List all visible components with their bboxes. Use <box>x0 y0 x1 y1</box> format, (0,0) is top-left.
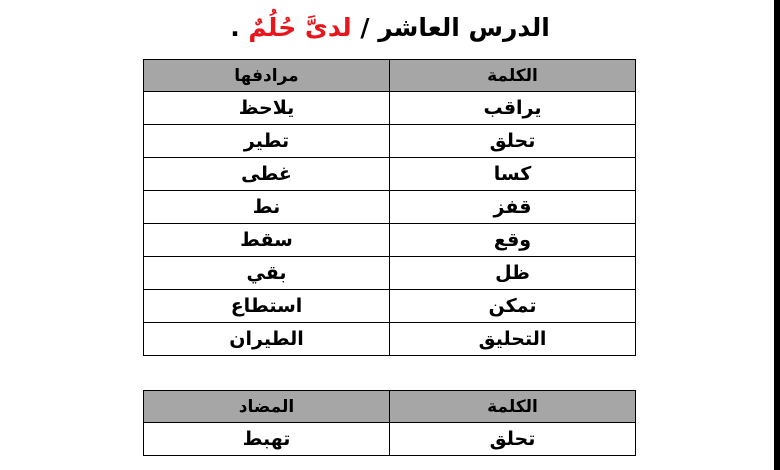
table-row <box>144 92 636 125</box>
table-header-row <box>144 60 636 92</box>
word-cell: تحلق <box>390 125 636 158</box>
antonym-cell: تهبط <box>144 423 390 456</box>
header-synonym: مرادفها <box>144 60 390 92</box>
word-cell: تحلق <box>390 423 636 456</box>
header-word: الكلمة <box>390 60 636 92</box>
synonym-cell: الطيران <box>144 323 390 356</box>
synonym-cell: استطاع <box>144 290 390 323</box>
synonym-cell: غطى <box>144 158 390 191</box>
word-cell: تمكن <box>390 290 636 323</box>
page-title <box>0 8 780 48</box>
word-cell: وقع <box>390 224 636 257</box>
synonym-cell: تطير <box>144 125 390 158</box>
header-antonym: المضاد <box>144 391 390 423</box>
synonym-cell: يلاحظ <box>144 92 390 125</box>
table-row <box>144 158 636 191</box>
header-word: الكلمة <box>390 391 636 423</box>
word-cell: يراقب <box>390 92 636 125</box>
synonyms-table <box>143 59 636 356</box>
page-edge-bar <box>774 0 780 470</box>
title-suffix: . <box>230 13 249 42</box>
table-row <box>144 257 636 290</box>
word-cell: ظل <box>390 257 636 290</box>
table-row <box>144 323 636 356</box>
word-cell: التحليق <box>390 323 636 356</box>
table-row <box>144 224 636 257</box>
table-row <box>144 423 636 456</box>
title-highlight: لدىَّ حُلُمٌ <box>248 13 352 42</box>
synonym-cell: نط <box>144 191 390 224</box>
word-cell: قفز <box>390 191 636 224</box>
antonyms-table <box>143 390 636 456</box>
table-row <box>144 290 636 323</box>
table-row <box>144 191 636 224</box>
table-header-row <box>144 391 636 423</box>
word-cell: كسا <box>390 158 636 191</box>
synonym-cell: بقي <box>144 257 390 290</box>
title-prefix: الدرس العاشر / <box>351 13 550 42</box>
table-row <box>144 125 636 158</box>
synonym-cell: سقط <box>144 224 390 257</box>
